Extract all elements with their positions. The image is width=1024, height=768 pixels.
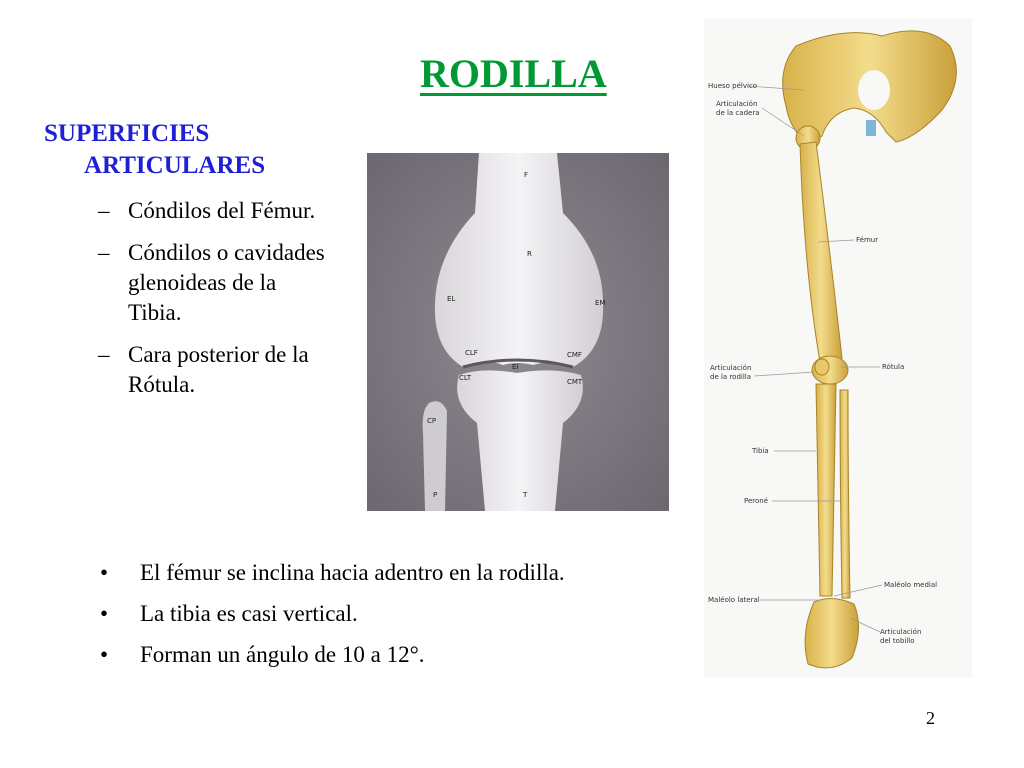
label-art-cadera-2: de la cadera xyxy=(716,109,760,117)
bullet-item xyxy=(100,599,700,629)
label-art-rodilla-2: de la rodilla xyxy=(710,373,752,381)
list-item xyxy=(98,196,328,226)
xray-label-cmf: CMF xyxy=(567,351,582,359)
label-rotula: Rótula xyxy=(882,363,905,371)
label-tibia: Tibia xyxy=(752,447,769,455)
bullet-text: La tibia es casi vertical. xyxy=(140,601,358,626)
list-item-text: Cóndilos del Fémur. xyxy=(128,198,316,223)
list-item xyxy=(98,340,328,400)
label-perone: Peroné xyxy=(744,497,769,505)
bullet-item xyxy=(100,558,700,588)
xray-label-cp: CP xyxy=(427,417,437,425)
knee-xray-image xyxy=(367,153,669,511)
bullet-text: El fémur se inclina hacia adentro en la rodilla. xyxy=(140,560,565,585)
xray-label-clf: CLF xyxy=(465,349,478,357)
xray-label-f: F xyxy=(524,171,529,179)
dash-marker: – xyxy=(98,240,110,265)
xray-label-em: EM xyxy=(595,299,606,307)
page-number: 2 xyxy=(926,708,935,728)
label-maleolo-medial: Maléolo medial xyxy=(884,581,938,589)
articular-surfaces-list xyxy=(98,196,328,412)
label-art-tobillo-2: del tobillo xyxy=(880,637,915,645)
bullet-list xyxy=(100,558,700,681)
dash-marker: – xyxy=(98,198,110,223)
xray-label-r: R xyxy=(527,250,532,258)
label-art-rodilla-1: Articulación xyxy=(710,364,752,372)
section-heading-line2: ARTICULARES xyxy=(84,152,266,179)
bullet-marker: • xyxy=(100,642,109,667)
label-maleolo-lateral: Maléolo lateral xyxy=(708,596,760,604)
xray-label-el: EL xyxy=(447,295,456,303)
leg-skeleton-illustration xyxy=(704,18,972,678)
xray-label-ei: EI xyxy=(512,363,519,371)
dash-marker: – xyxy=(98,342,110,367)
section-heading-line1: SUPERFICIES xyxy=(44,120,210,147)
xray-label-t: T xyxy=(523,491,528,499)
label-hueso-pelvico: Hueso pélvico xyxy=(708,82,758,90)
slide-title: RODILLA xyxy=(420,51,607,96)
label-art-tobillo-1: Articulación xyxy=(880,628,922,636)
list-item-text: Cóndilos o cavidades glenoideas de la Tibia. xyxy=(128,240,325,325)
bullet-item xyxy=(100,640,700,670)
bullet-marker: • xyxy=(100,601,109,626)
list-item-text: Cara posterior de la Rótula. xyxy=(128,342,309,397)
xray-label-p: P xyxy=(433,491,438,499)
label-art-cadera-1: Articulación xyxy=(716,100,758,108)
bullet-marker: • xyxy=(100,560,109,585)
xray-label-clt: CLT xyxy=(459,374,472,382)
bullet-text: Forman un ángulo de 10 a 12°. xyxy=(140,642,425,667)
section-heading xyxy=(44,118,304,182)
xray-label-cmt: CMT xyxy=(567,378,583,386)
label-femur: Fémur xyxy=(856,236,879,244)
list-item xyxy=(98,238,328,328)
